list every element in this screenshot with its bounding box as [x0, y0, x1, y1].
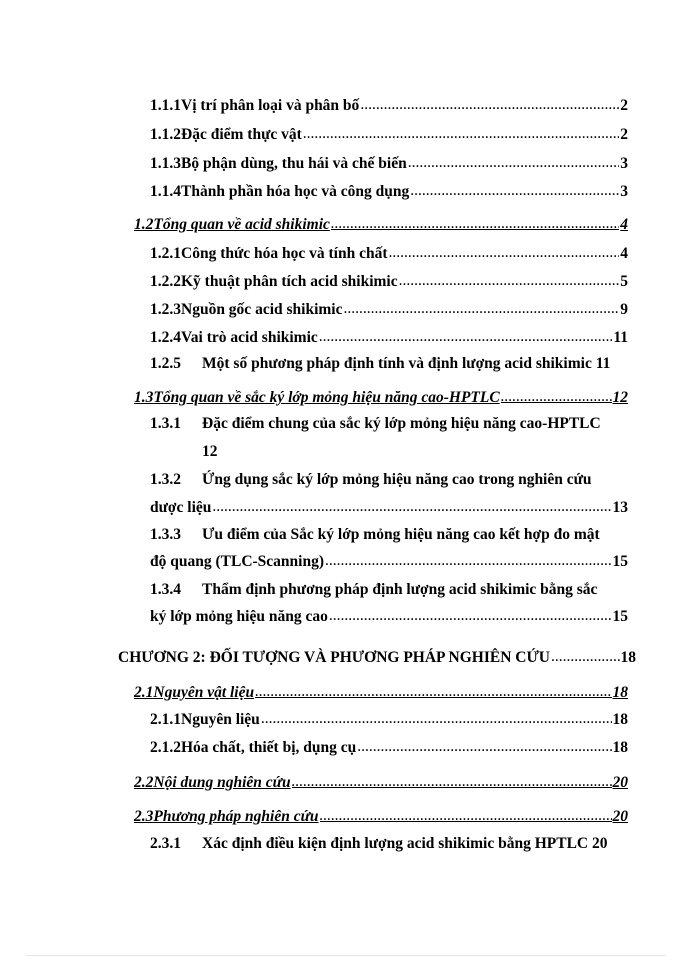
toc-title: Một số phương pháp định tính và định lượng acid shikimic	[202, 355, 592, 372]
toc-number: 2.3	[134, 808, 154, 825]
dot-leader	[261, 710, 612, 728]
toc-title: Kỹ thuật phân tích acid shikimic	[181, 273, 398, 290]
toc-number: 1.2.1	[150, 245, 181, 262]
toc-number: 1.2.4	[150, 329, 181, 346]
toc-page: 18	[612, 739, 628, 756]
toc-number: 1.2.3	[150, 301, 181, 318]
toc-entry[interactable]	[150, 155, 628, 173]
toc-page-line	[202, 443, 218, 461]
toc-number: 1.1.2	[150, 126, 181, 143]
toc-title: Hóa chất, thiết bị, dụng cụ	[181, 739, 357, 756]
toc-page: 9	[620, 301, 628, 318]
toc-entry[interactable]	[150, 301, 628, 319]
toc-page: 20	[592, 835, 608, 852]
dot-leader	[255, 683, 611, 701]
toc-page: 15	[612, 553, 628, 570]
toc-title: Tổng quan về acid shikimic	[153, 216, 330, 233]
toc-number: 1.1.1	[150, 97, 181, 114]
dot-leader	[357, 738, 611, 756]
toc-title: Tổng quan về sắc ký lớp mỏng hiệu năng cao-HPTLC	[153, 389, 500, 406]
toc-title: Nguồn gốc acid shikimic	[181, 301, 343, 318]
toc-title-continued: dược liệu	[150, 499, 212, 516]
toc-title: Công thức hóa học và tính chất	[181, 245, 388, 262]
dot-leader	[343, 300, 619, 318]
toc-entry[interactable]	[150, 471, 592, 489]
toc-number: 1.3.2	[150, 471, 181, 488]
toc-section-entry[interactable]	[134, 774, 628, 792]
toc-section-entry[interactable]	[134, 389, 628, 407]
dot-leader	[325, 552, 611, 570]
toc-number: 2.1.1	[150, 711, 181, 728]
toc-title: Nguyên liệu	[181, 711, 260, 728]
dot-leader	[212, 498, 611, 516]
toc-entry[interactable]	[150, 355, 640, 373]
toc-page: 18	[612, 684, 628, 701]
toc-page: 18	[620, 649, 636, 666]
dot-leader	[303, 125, 619, 143]
toc-title: Đặc điểm thực vật	[181, 126, 302, 143]
dot-leader	[329, 607, 612, 625]
toc-page: 15	[612, 608, 628, 625]
toc-title: Vai trò acid shikimic	[181, 329, 318, 346]
chapter-title: : ĐỐI TƯỢNG VÀ PHƯƠNG PHÁP NGHIÊN CỨU	[200, 649, 551, 666]
toc-section-entry[interactable]	[134, 684, 628, 702]
toc-entry[interactable]	[150, 526, 600, 544]
dot-leader	[501, 388, 612, 406]
toc-page: 11	[613, 329, 628, 346]
toc-number: 2.3.1	[150, 835, 181, 852]
toc-section-entry[interactable]	[134, 808, 628, 826]
toc-title: Xác định điều kiện định lượng acid shikimic bằng HPTLC	[202, 835, 589, 852]
toc-title: Thành phần hóa học và công dụng	[181, 183, 410, 200]
toc-entry-continued[interactable]	[150, 499, 628, 517]
toc-page: 20	[612, 774, 628, 791]
toc-title: Đặc điểm chung của sắc ký lớp mỏng hiệu năng cao-HPTLC	[202, 415, 601, 432]
toc-number: 2.1	[134, 684, 154, 701]
toc-entry[interactable]	[150, 183, 628, 201]
dot-leader	[319, 328, 613, 346]
toc-entry-continued[interactable]	[150, 553, 628, 571]
toc-page: 3	[620, 183, 628, 200]
toc-section-entry[interactable]	[134, 216, 628, 234]
toc-number: 1.1.4	[150, 183, 181, 200]
toc-page: 4	[620, 216, 628, 233]
toc-title: Thẩm định phương pháp định lượng acid shikimic bằng sắc	[202, 581, 598, 598]
toc-chapter-entry[interactable]	[118, 649, 636, 667]
toc-entry[interactable]	[150, 739, 628, 757]
toc-title: Ứng dụng sắc ký lớp mỏng hiệu năng cao trong nghiên cứu	[202, 471, 592, 488]
toc-page: 2	[620, 97, 628, 114]
toc-title: Nguyên vật liệu	[153, 684, 255, 701]
dot-leader	[331, 215, 619, 233]
page-bottom-divider	[26, 955, 666, 956]
chapter-number: CHƯƠNG 2	[118, 649, 201, 666]
toc-entry[interactable]	[150, 415, 601, 433]
dot-leader	[389, 244, 620, 262]
toc-title: Phương pháp nghiên cứu	[153, 808, 319, 825]
toc-page: 2	[620, 126, 628, 143]
toc-number: 1.3.3	[150, 526, 181, 543]
toc-entry-continued[interactable]	[150, 608, 628, 626]
toc-page: 18	[612, 711, 628, 728]
toc-title-continued: độ quang (TLC-Scanning)	[150, 553, 325, 570]
toc-number: 1.1.3	[150, 155, 181, 172]
toc-number: 2.2	[134, 774, 154, 791]
toc-number: 1.3	[134, 389, 154, 406]
dot-leader	[408, 154, 620, 172]
toc-entry[interactable]	[150, 329, 628, 347]
toc-page: 12	[612, 389, 628, 406]
toc-title-continued: ký lớp mỏng hiệu năng cao	[150, 608, 328, 625]
toc-entry[interactable]	[150, 581, 597, 599]
toc-entry[interactable]	[150, 273, 628, 291]
toc-number: 1.3.1	[150, 415, 181, 432]
toc-title: Ưu điểm của Sắc ký lớp mỏng hiệu năng cao kết hợp đo mật	[202, 526, 600, 543]
dot-leader	[360, 96, 619, 114]
toc-page: 11	[595, 355, 611, 372]
toc-entry[interactable]	[150, 126, 628, 144]
dot-leader	[551, 648, 619, 666]
toc-title: Vị trí phân loại và phân bố	[181, 97, 360, 114]
toc-number: 1.2.5	[150, 355, 181, 372]
toc-title: Nội dung nghiên cứu	[153, 774, 291, 791]
toc-entry[interactable]	[150, 711, 628, 729]
toc-entry[interactable]	[150, 97, 628, 115]
toc-page: 5	[620, 273, 628, 290]
toc-number: 1.2	[134, 216, 154, 233]
toc-page: 3	[620, 155, 628, 172]
toc-page: 12	[202, 443, 218, 460]
dot-leader	[320, 807, 612, 825]
toc-number: 1.2.2	[150, 273, 181, 290]
toc-entry[interactable]	[150, 835, 640, 853]
dot-leader	[399, 272, 620, 290]
dot-leader	[410, 182, 619, 200]
toc-number: 1.3.4	[150, 581, 181, 598]
toc-number: 2.1.2	[150, 739, 181, 756]
toc-page: 4	[620, 245, 628, 262]
toc-title: Bộ phận dùng, thu hái và chế biến	[181, 155, 407, 172]
dot-leader	[292, 773, 612, 791]
toc-entry[interactable]	[150, 245, 628, 263]
toc-page: 13	[612, 499, 628, 516]
toc-page: 20	[612, 808, 628, 825]
